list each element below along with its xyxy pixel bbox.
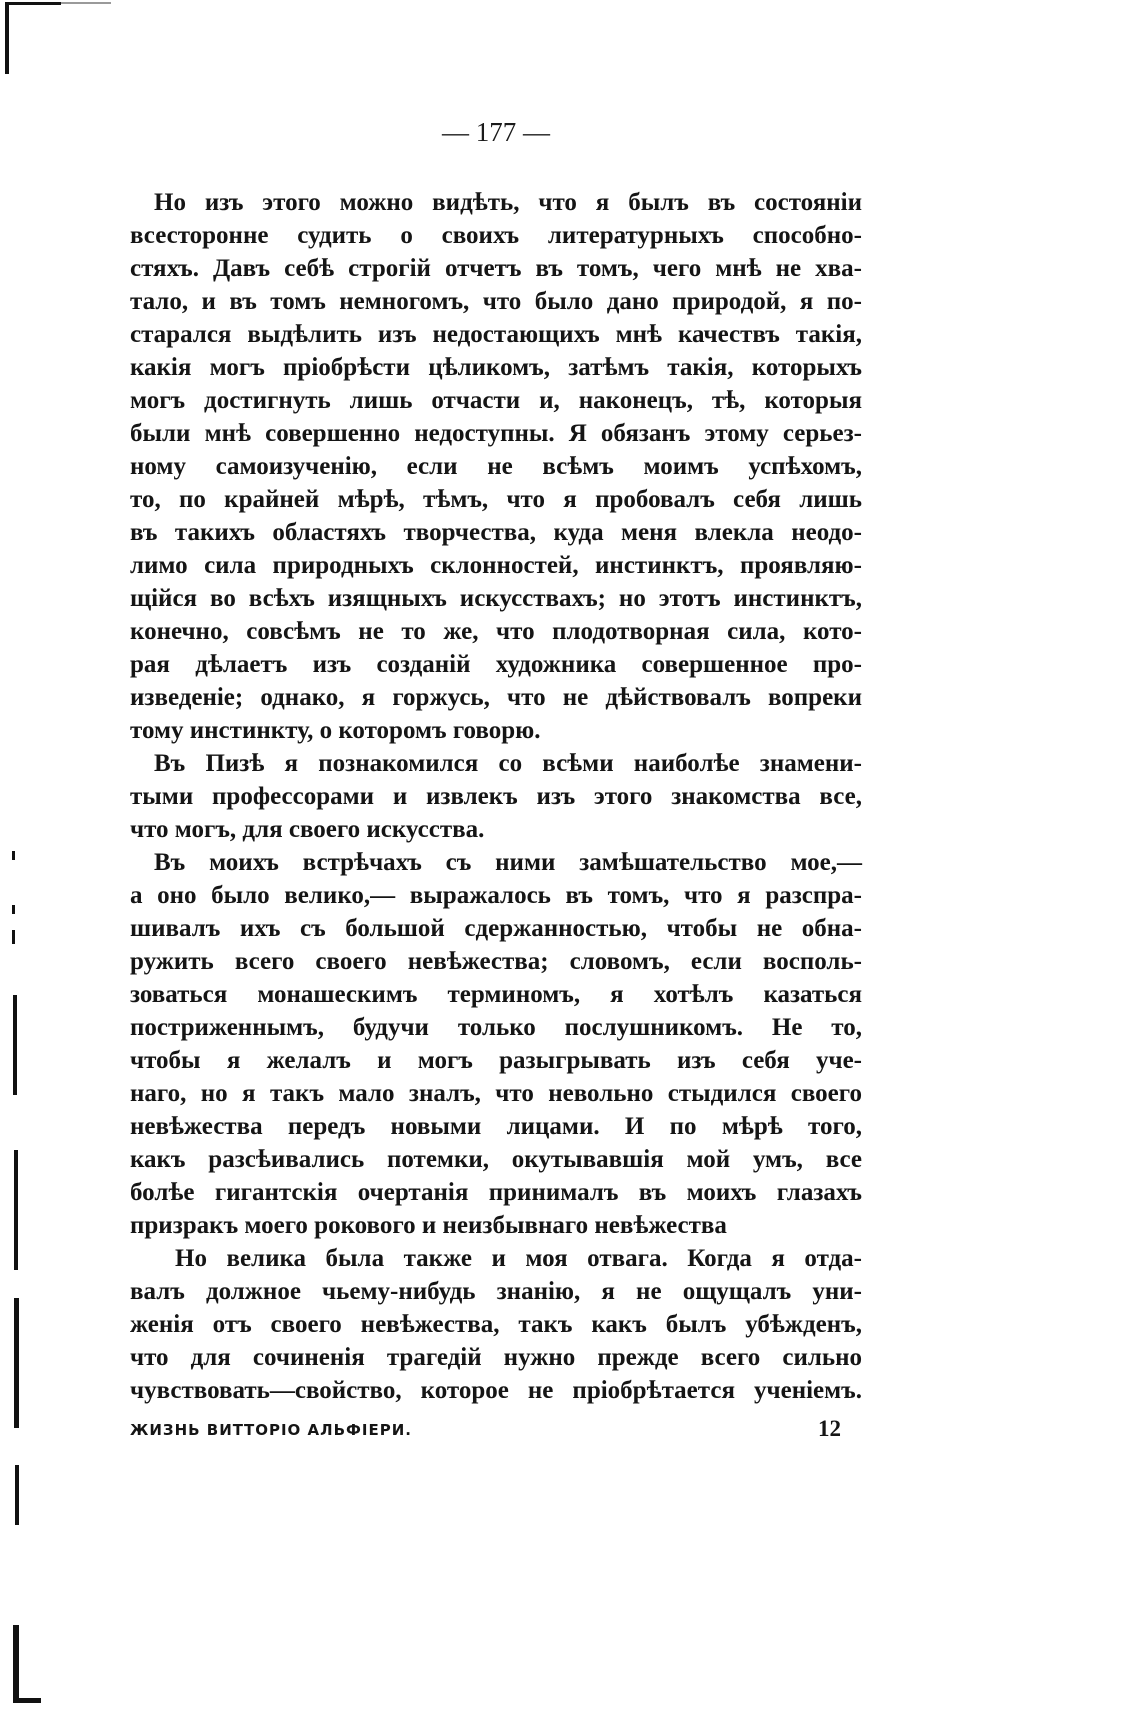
text-line: наго, но я такъ мало зналъ, что невольно стыдился своего: [130, 1080, 862, 1107]
text-line: рая дѣлаетъ изъ созданій художника совершенное про-: [130, 651, 862, 678]
text-line: тало, и въ томъ немногомъ, что было дано природой, я по-: [130, 288, 862, 315]
text-line: были мнѣ совершенно недоступны. Я обязанъ этому серьез-: [130, 420, 862, 447]
text-line: тому инстинкту, о которомъ говорю.: [130, 717, 541, 744]
scan-mark: [12, 851, 15, 860]
body-text: [130, 186, 862, 1407]
text-line: щійся во всѣхъ изящныхъ искусствахъ; но этотъ инстинктъ,: [130, 585, 862, 612]
text-line: какія могъ пріобрѣсти цѣликомъ, затѣмъ такія, которыхъ: [130, 354, 862, 381]
scan-mark: [14, 1298, 19, 1428]
text-line: зоваться монашескимъ терминомъ, я хотѣлъ казаться: [130, 981, 862, 1008]
scan-mark: [15, 1465, 19, 1525]
paragraph-2: [130, 747, 862, 846]
scan-mark: [13, 995, 17, 1095]
text-line: то, по крайней мѣрѣ, тѣмъ, что я пробовалъ себя лишь: [130, 486, 862, 513]
text-line: а оно было велико,— выражалось въ томъ, что я разспра-: [130, 882, 862, 909]
text-line: Въ моихъ встрѣчахъ съ ними замѣшательство мое,—: [154, 849, 862, 876]
text-line: всесторонне судить о своихъ литературныхъ способно-: [130, 222, 862, 249]
text-line: лимо сила природныхъ склонностей, инстинктъ, проявляю-: [130, 552, 862, 579]
paragraph-4: [130, 1242, 862, 1407]
text-line: ному самоизученію, если не всѣмъ моимъ успѣхомъ,: [130, 453, 862, 480]
text-line: старался выдѣлить изъ недостающихъ мнѣ качествъ такія,: [130, 321, 862, 348]
page-footer: [130, 1416, 862, 1444]
text-line: призракъ моего рокового и неизбывнаго невѣжества: [130, 1212, 727, 1239]
text-line: чувствовать—свойство, которое не пріобрѣтается ученіемъ.: [130, 1377, 862, 1404]
paragraph-3: [130, 846, 862, 1242]
text-line: постриженнымъ, будучи только послушникомъ. Не то,: [130, 1014, 862, 1041]
signature-number: 12: [818, 1416, 841, 1441]
text-line: женія отъ своего невѣжества, такъ какъ былъ убѣжденъ,: [130, 1311, 862, 1338]
page-number-header: — 177 —: [442, 117, 550, 147]
scan-mark: [61, 2, 111, 4]
paragraph-1: [130, 186, 862, 747]
text-line: что могъ, для своего искусства.: [130, 816, 485, 843]
text-line: изведеніе; однако, я горжусь, что не дѣйствовалъ вопреки: [130, 684, 862, 711]
text-line: чтобы я желалъ и могъ разыгрывать изъ себя уче-: [130, 1047, 862, 1074]
text-line: валъ должное чьему-нибудь знанію, я не ощущалъ уни-: [130, 1278, 862, 1305]
text-line: невѣжества передъ новыми лицами. И по мѣрѣ того,: [130, 1113, 862, 1140]
text-line: шивалъ ихъ съ большой сдержанностью, чтобы не обна-: [130, 915, 862, 942]
text-line: стяхъ. Давъ себѣ строгій отчетъ въ томъ, чего мнѣ не хва-: [130, 255, 862, 282]
text-line: въ такихъ областяхъ творчества, куда меня влекла неодо-: [130, 519, 862, 546]
text-line: какъ разсѣивались потемки, окутывавшія мой умъ, все: [130, 1146, 862, 1173]
scan-mark: [13, 1625, 19, 1703]
text-line: ружить всего своего невѣжества; словомъ, если восполь-: [130, 948, 862, 975]
scan-mark: [12, 930, 15, 944]
text-line: Въ Пизѣ я познакомился со всѣми наиболѣе знамени-: [154, 750, 862, 777]
text-line: конечно, совсѣмъ не то же, что плодотворная сила, кото-: [130, 618, 862, 645]
text-line: тыми профессорами и извлекъ изъ этого знакомства все,: [130, 783, 862, 810]
scan-mark: [5, 2, 61, 5]
scan-mark: [13, 1698, 41, 1703]
scan-mark: [5, 2, 9, 74]
scan-mark: [14, 1150, 18, 1270]
text-line: болѣе гигантскія очертанія принималъ въ моихъ глазахъ: [130, 1179, 862, 1206]
text-line: могъ достигнуть лишь отчасти и, наконецъ, тѣ, которыя: [130, 387, 862, 414]
signature-title: ЖИЗНЬ ВИТТОРІО АЛЬФІЕРИ.: [130, 1421, 412, 1439]
text-line: Но изъ этого можно видѣть, что я былъ въ состояніи: [154, 189, 862, 216]
scan-mark: [12, 905, 15, 914]
text-line: что для сочиненія трагедій нужно прежде всего сильно: [130, 1344, 862, 1371]
text-line: Но велика была также и моя отвага. Когда я отда-: [175, 1245, 862, 1272]
